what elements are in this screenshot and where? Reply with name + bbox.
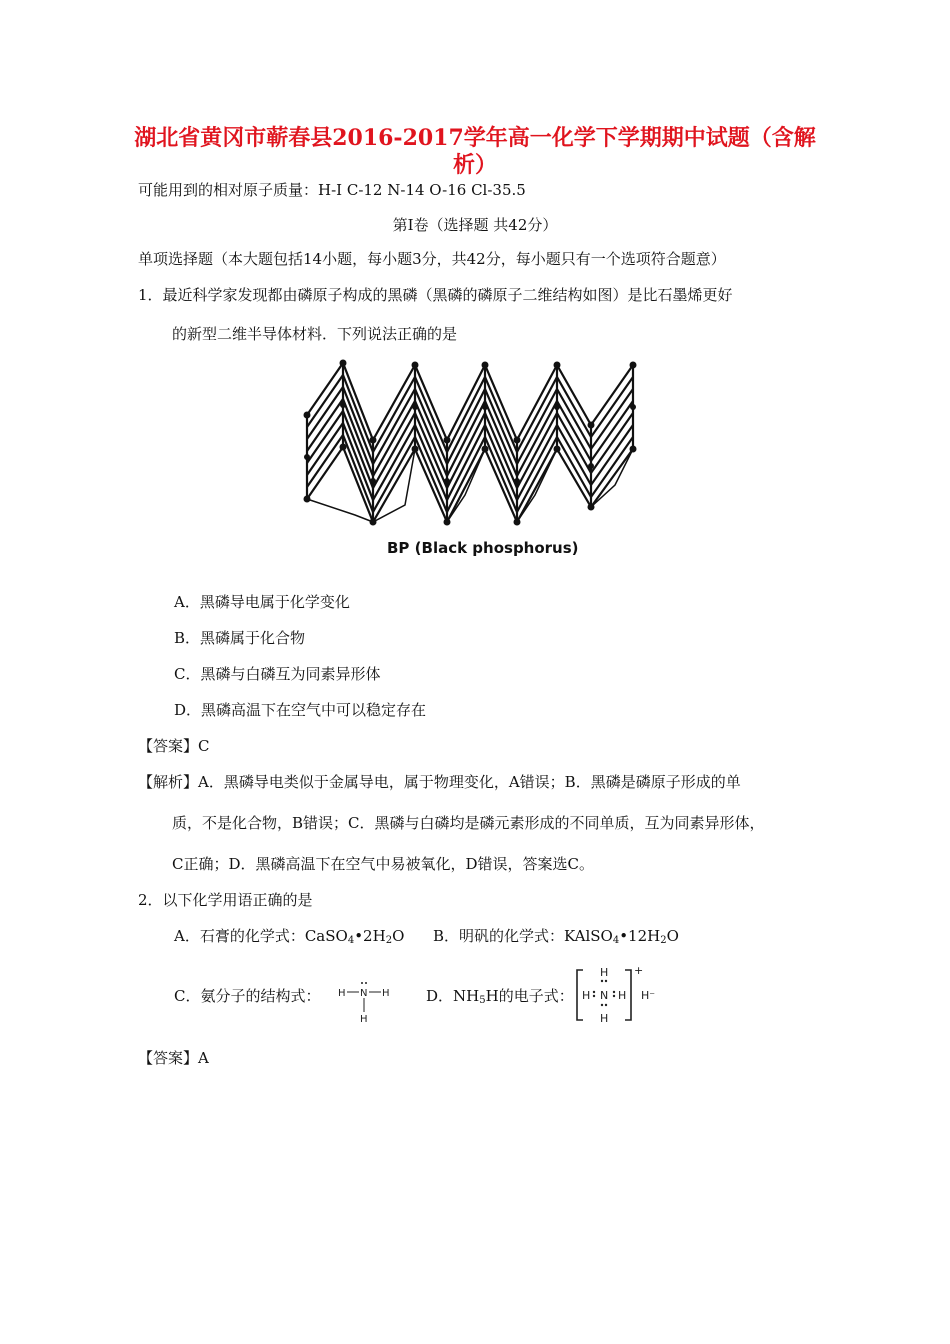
black-phosphorus-figure — [295, 355, 655, 565]
svg-text:N: N — [600, 989, 609, 1002]
instructions: 单项选择题（本大题包括14小题，每小题3分，共42分，每小题只有一个选项符合题意） — [138, 250, 726, 268]
svg-text:H: H — [382, 988, 390, 999]
svg-text:+: + — [634, 964, 644, 977]
svg-text:H: H — [600, 966, 609, 979]
svg-text:H: H — [600, 1012, 609, 1025]
ammonia-structure-formula — [335, 975, 395, 1025]
svg-text:H⁻: H⁻ — [641, 989, 656, 1002]
page-title-line1: 湖北省黄冈市蕲春县2016-2017学年高一化学下学期期中试题（含解 — [134, 125, 816, 151]
q1-answer: 【答案】C — [138, 737, 210, 755]
svg-text:H: H — [618, 989, 627, 1002]
q1-option-d: D．黑磷高温下在空气中可以稳定存在 — [174, 701, 427, 719]
q1-analysis-line3: C正确；D．黑磷高温下在空气中易被氧化，D错误，答案选C。 — [172, 855, 595, 873]
q1-option-b: B．黑磷属于化合物 — [174, 629, 306, 647]
svg-text:N: N — [360, 988, 368, 999]
q1-analysis-line2: 质，不是化合物，B错误；C．黑磷与白磷均是磷元素形成的不同单质，互为同素异形体， — [172, 814, 765, 832]
q2-option-a: A．石膏的化学式：$CaSO_4•2H_2O$ — [174, 927, 405, 946]
svg-text:H: H — [582, 989, 591, 1002]
q2-option-d: D．$NH_5H$的电子式： — [426, 987, 574, 1006]
q2-answer: 【答案】A — [138, 1049, 209, 1067]
svg-text:H: H — [338, 988, 346, 999]
section-title: 第Ⅰ卷（选择题 共42分） — [392, 216, 558, 234]
q1-stem-line1: 1．最近科学家发现都由磷原子构成的黑磷（黑磷的磷原子二维结构如图）是比石墨烯更好 — [138, 286, 733, 304]
bp-lattice — [307, 363, 633, 522]
q1-option-a: A．黑磷导电属于化学变化 — [174, 593, 350, 611]
q2-option-b: B．明矾的化学式：$KAlSO_4•12H_2O$ — [433, 927, 679, 946]
svg-text:H: H — [360, 1014, 368, 1025]
q2-stem: 2．以下化学用语正确的是 — [138, 891, 313, 909]
q1-stem-line2: 的新型二维半导体材料．下列说法正确的是 — [172, 325, 458, 343]
figure-caption: BP (Black phosphorus) — [387, 539, 579, 557]
q1-analysis-line1: 【解析】A．黑磷导电类似于金属导电，属于物理变化，A错误；B．黑磷是磷原子形成的单 — [138, 773, 741, 791]
atomic-mass-line: 可能用到的相对原子质量：H-I C-12 N-14 O-16 Cl-35.5 — [138, 181, 526, 199]
q2-option-c: C．氨分子的结构式： — [174, 987, 321, 1005]
q1-option-c: C．黑磷与白磷互为同素异形体 — [174, 665, 381, 683]
page-title-line2: 析） — [452, 152, 497, 178]
nh5-electron-formula — [573, 962, 668, 1028]
